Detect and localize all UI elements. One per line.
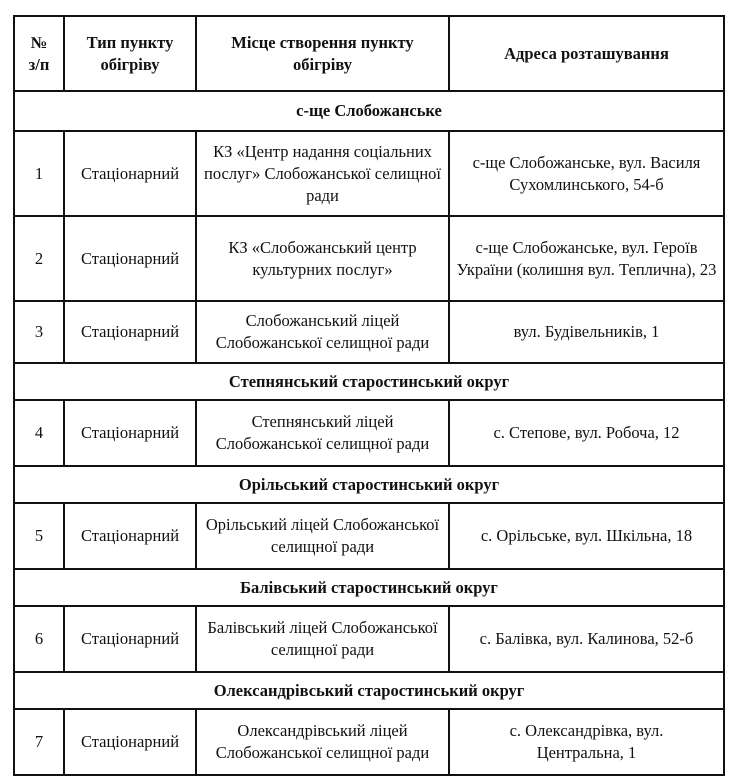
cell-type: Стаціонарний — [64, 503, 196, 569]
section-row — [14, 363, 724, 400]
cell-type: Стаціонарний — [64, 301, 196, 363]
section-row — [14, 466, 724, 503]
cell-type: Стаціонарний — [64, 709, 196, 775]
table-row — [14, 400, 724, 466]
cell-number: 6 — [14, 606, 64, 672]
cell-place: КЗ «Слобожанський центр культурних послуг» — [196, 216, 449, 301]
cell-address: с. Олександрівка, вул. Центральна, 1 — [449, 709, 724, 775]
cell-address: с-ще Слобожанське, вул. Героїв України (колишня вул. Теплична), 23 — [449, 216, 724, 301]
cell-place: Орільський ліцей Слобожанської селищної ради — [196, 503, 449, 569]
cell-address: с-ще Слобожанське, вул. Василя Сухомлинського, 54-б — [449, 131, 724, 216]
header-number-sign: № — [30, 32, 48, 52]
cell-place: КЗ «Центр надання соціальних послуг» Слобожанської селищної ради — [196, 131, 449, 216]
cell-place: Олександрівський ліцей Слобожанської селищної ради — [196, 709, 449, 775]
section-title: Олександрівський старостинський округ — [14, 672, 724, 709]
table-row — [14, 503, 724, 569]
cell-place: Балівський ліцей Слобожанської селищної ради — [196, 606, 449, 672]
header-number — [14, 16, 64, 91]
cell-address: вул. Будівельників, 1 — [449, 301, 724, 363]
header-place: Місце створення пункту обігріву — [196, 16, 449, 91]
cell-type: Стаціонарний — [64, 131, 196, 216]
table-row — [14, 709, 724, 775]
table-row — [14, 301, 724, 363]
cell-number: 3 — [14, 301, 64, 363]
section-title: с-ще Слобожанське — [14, 91, 724, 131]
header-address: Адреса розташування — [449, 16, 724, 91]
cell-address: с. Степове, вул. Робоча, 12 — [449, 400, 724, 466]
section-row — [14, 569, 724, 606]
table-row — [14, 131, 724, 216]
cell-address: с. Орільське, вул. Шкільна, 18 — [449, 503, 724, 569]
table-row — [14, 606, 724, 672]
cell-place: Степнянський ліцей Слобожанської селищної ради — [196, 400, 449, 466]
section-title: Степнянський старостинський округ — [14, 363, 724, 400]
cell-number: 1 — [14, 131, 64, 216]
section-row — [14, 91, 724, 131]
section-title: Орільський старостинський округ — [14, 466, 724, 503]
heating-points-table — [13, 15, 725, 776]
cell-type: Стаціонарний — [64, 606, 196, 672]
cell-number: 7 — [14, 709, 64, 775]
section-title: Балівський старостинський округ — [14, 569, 724, 606]
header-type: Тип пункту обігріву — [64, 16, 196, 91]
cell-type: Стаціонарний — [64, 216, 196, 301]
cell-place: Слобожанський ліцей Слобожанської селищної ради — [196, 301, 449, 363]
cell-number: 5 — [14, 503, 64, 569]
cell-address: с. Балівка, вул. Калинова, 52-б — [449, 606, 724, 672]
table-header-row — [14, 16, 724, 91]
cell-type: Стаціонарний — [64, 400, 196, 466]
cell-number: 4 — [14, 400, 64, 466]
header-number-abbr: з/п — [28, 54, 50, 74]
section-row — [14, 672, 724, 709]
table-row — [14, 216, 724, 301]
cell-number: 2 — [14, 216, 64, 301]
